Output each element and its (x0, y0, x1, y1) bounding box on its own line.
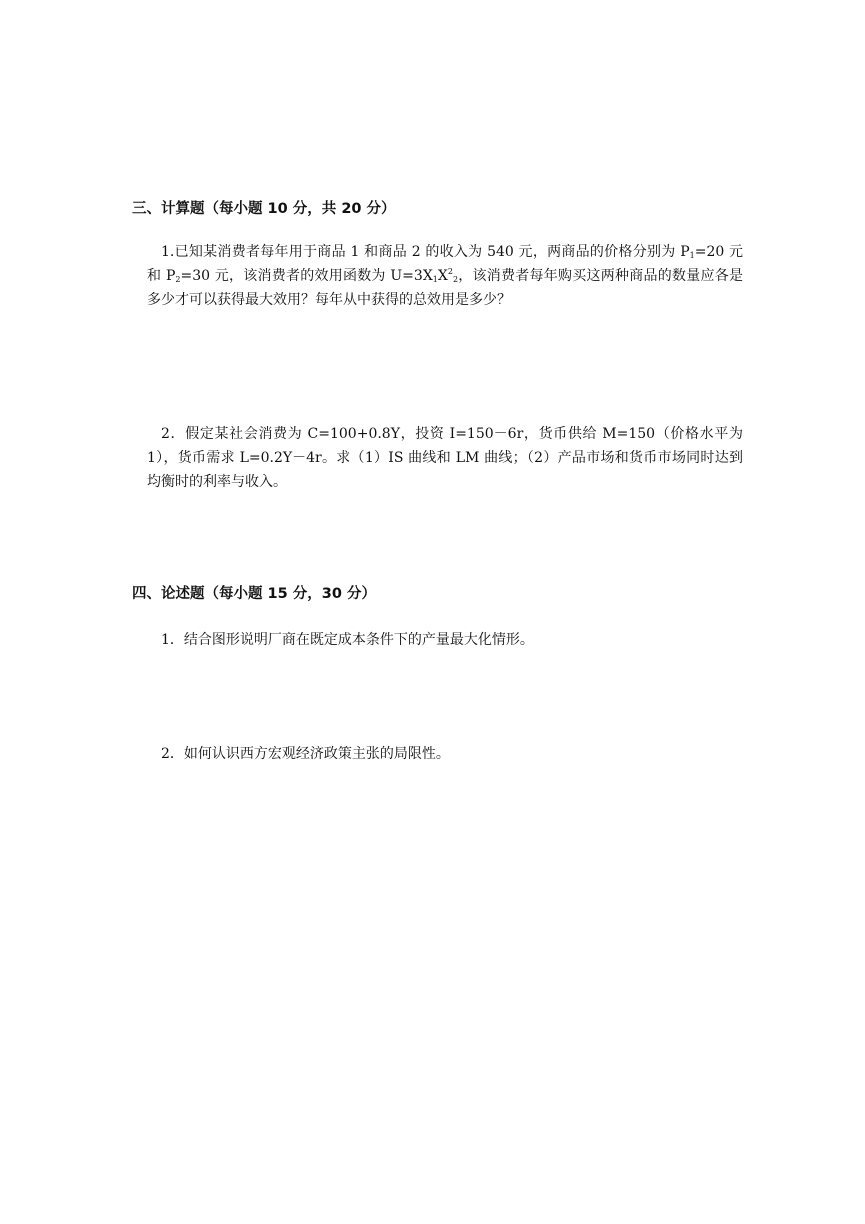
section-4-question-1: 1．结合图形说明厂商在既定成本条件下的产量最大化情形。 (161, 632, 534, 648)
q1-text-part1: 1.已知某消费者每年用于商品 1 和商品 2 的收入为 540 元，两商品的价格分别为 P (161, 244, 690, 260)
q1-text-part3: =30 元，该消费者的效用函数为 U=3X (180, 268, 433, 284)
q1-text-part5: ，该消费者每年购买这两种商品的数量应各是多少才可以获得最大效用？每年从中获得的总效用是多少？ (147, 268, 744, 308)
q1-text-part4: X (437, 268, 448, 284)
q1-superscript-4: 2 (447, 267, 453, 276)
q1-subscript-4: 2 (452, 275, 459, 284)
section-3-question-1 (147, 240, 743, 312)
q1-subscript-2: 2 (175, 275, 181, 284)
q1-text-part2: =20 元和 P (147, 244, 743, 284)
q1-subscript-3: 1 (432, 275, 438, 284)
section-4-title: 四、论述题（每小题 15 分，30 分） (132, 586, 376, 602)
section-3-title: 三、计算题（每小题 10 分，共 20 分） (132, 201, 396, 217)
section-3-question-2: 2．假定某社会消费为 C=100+0.8Y，投资 I=150－6r，货币供给 M=150（价格水平为 1），货币需求 L=0.2Y－4r。求（1）IS 曲线和 LM 曲线；（2）产品市场和货币市场同时达到均衡时的利率与收入。 (147, 426, 743, 490)
section-4-question-2: 2．如何认识西方宏观经济政策主张的局限性。 (161, 746, 450, 762)
q1-subscript-1: 1 (689, 251, 695, 260)
